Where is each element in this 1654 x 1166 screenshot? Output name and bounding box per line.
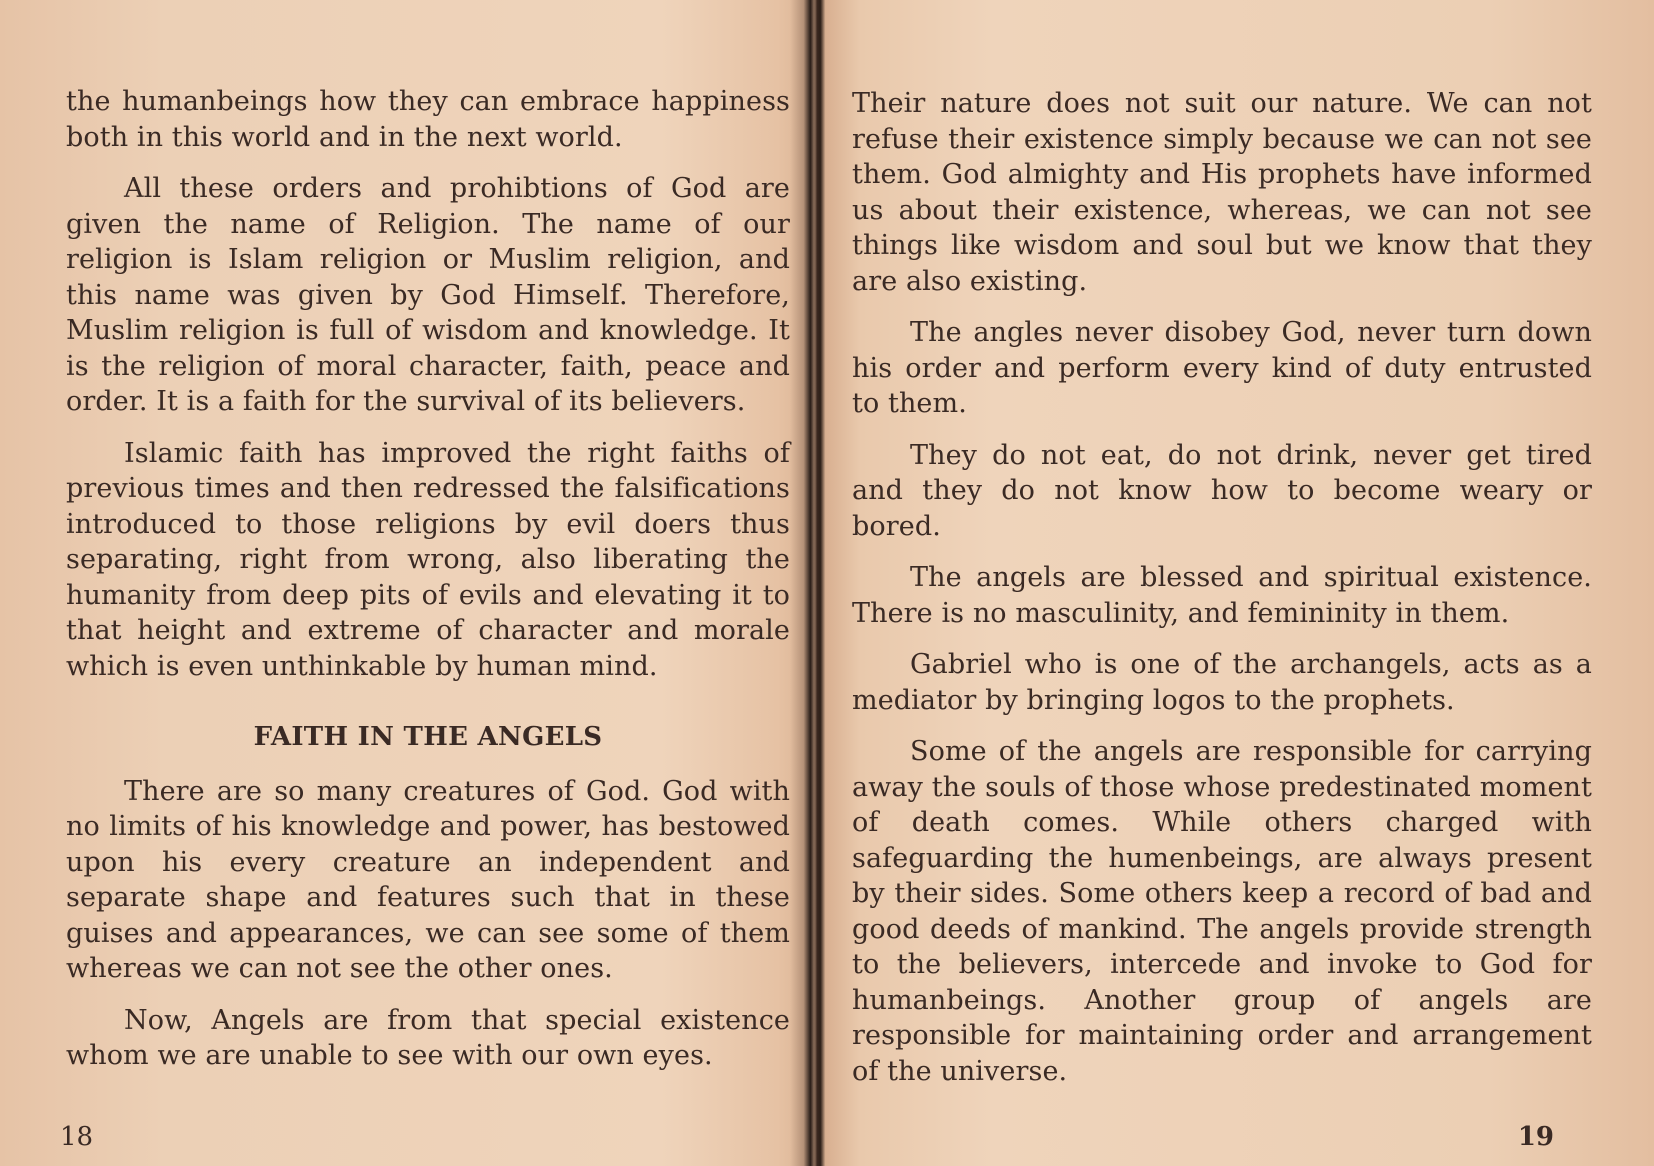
paragraph: The angels are blessed and spiritual existence. There is no masculinity, and femininity in them. <box>852 562 1592 629</box>
paragraph: Now, Angels are from that special existence whom we are unable to see with our own eyes. <box>66 1004 790 1071</box>
paragraph: Their nature does not suit our nature. We can not refuse their existence simply because we can not see them. God almighty and His prophets have informed us about their existence, whereas, we can not see things like wisdom and soul but we know that they are also existing. <box>852 88 1592 297</box>
paragraph: the humanbeings how they can embrace happiness both in this world and in the next world. <box>66 86 790 153</box>
paragraph: Islamic faith has improved the right faiths of previous times and then redressed the falsifications introduced to those religions by evil doers thus separating, right from wrong, also liberating the humanity from deep pits of evils and elevating it to that height and extreme of character and morale which is even unthinkable by human mind. <box>66 437 790 682</box>
book-gutter <box>790 0 824 1166</box>
paragraph: Some of the angels are responsible for carrying away the souls of those whose predestinated moment of death comes. While others charged with safeguarding the humenbeings, are always present by their sides. Some others keep a record of bad and good deeds of mankind. The angels provide strength to the believers, intercede and invoke to God for humanbeings. Another group of angels are responsible for maintaining order and arrangement of the universe. <box>852 736 1592 1087</box>
page-number-right: 19 <box>1517 1122 1554 1152</box>
right-page-text <box>852 86 1592 1105</box>
paragraph: There are so many creatures of God. God with no limits of his knowledge and power, has bestowed upon his every creature an independent and separate shape and features such that in these guises and appearances, we can see some of them whereas we can not see the other ones. <box>66 775 790 984</box>
left-page <box>0 0 800 1166</box>
left-page-text <box>66 84 790 1090</box>
paragraph: Gabriel who is one of the archangels, acts as a mediator by bringing logos to the prophets. <box>852 649 1592 716</box>
section-heading: FAITH IN THE ANGELS <box>253 722 603 752</box>
page-number-left: 18 <box>60 1122 94 1152</box>
paragraph: All these orders and prohibtions of God are given the name of Religion. The name of our religion is Islam religion or Muslim religion, and this name was given by God Himself. Therefore, Muslim religion is full of wisdom and knowledge. It is the religion of moral character, faith, peace and order. It is a faith for the survival of its believers. <box>66 173 790 417</box>
paragraph: They do not eat, do not drink, never get tired and they do not know how to become weary or bored. <box>852 439 1592 542</box>
paragraph: The angles never disobey God, never turn down his order and perform every kind of duty entrusted to them. <box>852 317 1592 419</box>
right-page <box>820 0 1654 1166</box>
